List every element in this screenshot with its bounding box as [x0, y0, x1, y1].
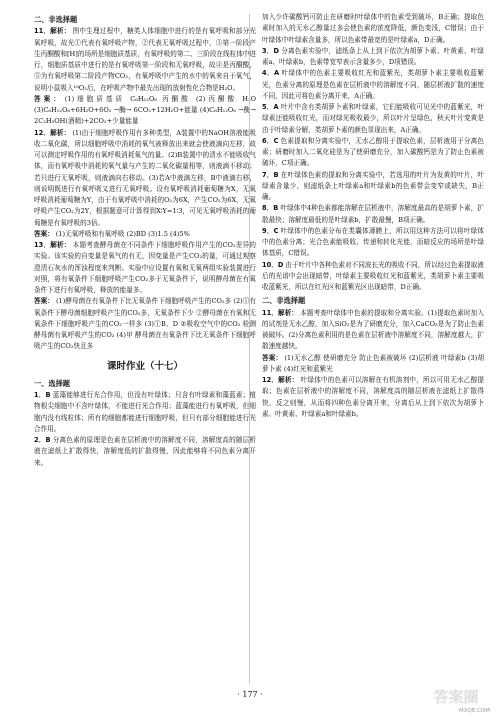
answer-text: (1)无水乙醇 使研磨充分 防止色素被破坏 (2)层析液 叶绿素b (3)胡萝卜素 (4)红光和蓝紫光: [262, 353, 484, 373]
question-text: 本题考查酵母菌在不同条件下细胞呼吸作用产生的CO₂差异的实验。该实验的自变量是氧气的有无，因变量是产生CO₂的量，可通过观察澄清石灰水的浑浊程度来判断。实验中应设置有氧和无氧两组实验装置进行对照，将有氧条件下细胞呼吸产生CO₂多于无氧条件下，说明酵母菌在有氧条件下进行有氧呼吸，释放的能量多。: [34, 241, 256, 294]
answer-label: 答案：: [34, 297, 54, 306]
answer-label: 答案：: [34, 229, 54, 238]
question-11-analysis: [34, 26, 256, 94]
question-text: 叶绿体中的色素分布在类囊体薄膜上，所以用这种方法可以将叶绿体中的色素分离；光合色素能吸收、传递和转化光能，而暗反应的场所是叶绿体基质，C错误。: [262, 226, 484, 258]
right-column: [262, 12, 484, 684]
question-12-analysis-2: [262, 375, 484, 420]
question-label: 3．D: [262, 46, 280, 55]
question-6: [262, 136, 484, 170]
question-text: 分离色素实验中，滤纸条上从上到下依次为胡萝卜素、叶黄素、叶绿素a、叶绿素b，色素带宽窄表示含量多少，D项错误。: [262, 46, 484, 66]
question-text: 由于叶片中各种色素对不同波长光的吸收不同，所以经过色素提取液后的光谱中会出现暗带，叶绿素主要吸收红光和蓝紫光，类胡萝卜素主要吸收蓝紫光，所以在红光区和蓝紫光区出现暗带，D正确。: [262, 260, 484, 291]
question-text: 分离色素的原理是色素在层析液中的溶解度不同，溶解度高的随层析液在滤纸上扩散得快，溶解度低的扩散得慢，因此能够将不同色素分离开来。: [34, 436, 256, 467]
question-8: [262, 203, 484, 226]
question-text: 叶片中含有类胡萝卜素和叶绿素，它们能吸收可见光中的蓝紫光，叶绿素还能吸收红光，而对绿光吸收最少，所以叶片呈绿色，秋天叶片变黄是由于叶绿素分解，类胡萝卜素的颜色显现出来，A正确。: [262, 103, 484, 134]
question-text: 图中生理过程中，糖类人体细胞中进行的是有氧呼吸和部分光氧呼吸，故光①代表有氧呼吸产物，②代表无氧呼吸过程中，③第一阶段产生丙酮酸和[H]的场所是细胞质基质，有氧呼吸的第二、三阶段在线粒体中进行，细胞质基质中进行的是有氧呼吸第一阶段和无氧呼吸，故④是丙酮酸，⑤为有氧呼吸第二阶段产物CO₂，有氧呼吸中产生的水中的氧来自于氧气，说明小鼠吸入¹⁸O₂后，在呼吸产物中最先出现的放射性化合物是H₂O。: [34, 27, 256, 92]
question-1: [34, 390, 256, 435]
question-11-answer: [34, 94, 256, 128]
section-heading-nonselect-2: 二、非选择题: [262, 296, 306, 306]
question-text: 叶绿体中的色素可以溶解在有机溶剂中，所以可用无水乙醇提取；色素在层析液中的溶解度不同，溶解度高的随层析液在滤纸上扩散得快，反之则慢，从而将四种色素分离开来，分离后从上到下依次为胡萝卜素、叶黄素、叶绿素a和叶绿素b。: [262, 376, 484, 418]
question-label: 12．解析：: [262, 376, 299, 384]
answer-label: 答案：: [34, 94, 63, 103]
question-2: [34, 435, 256, 469]
question-13-answer: [34, 296, 256, 352]
answer-text: (1)细胞质基质 C₆H₁₂O₆ 丙酮酸 (2)丙酮酸 H₂O (3)C₆H₁₂O₆+6H₂O+6O₂ →酶→ 6CO₂+12H₂O+能量 (4)C₆H₁₂O₆ →酶→ 2C₂H₅OH(酒精)+2CO₂+少量能量: [34, 94, 256, 126]
question-label: 4．A: [262, 69, 280, 78]
question-label: 10．D: [262, 260, 284, 269]
question-3: [262, 46, 484, 69]
question-7: [262, 170, 484, 204]
question-label: 11．解析：: [262, 308, 299, 317]
question-label: 1．B: [34, 391, 51, 399]
question-label: 11．解析：: [34, 27, 71, 36]
column-divider: [249, 14, 250, 684]
question-13-analysis: [34, 240, 256, 296]
question-2-continued: 加入少许碳酸钙可防止在研磨时叶绿体中的色素受到破坏，B正确；提取色素时加入的无水乙醇量过多会使色素的浓度降低，颜色变浅，C错误；由于叶绿体中叶绿素含量多，所以色素带最宽的是叶绿素a，D正确。: [262, 13, 484, 44]
question-5: [262, 102, 484, 136]
question-label: 13．解析：: [34, 241, 71, 249]
answer-text: (1)酵母菌在有氧条件下比无氧条件下细胞呼吸产生的CO₂多 (2)①有氧条件下酵母菌细胞呼吸产生的CO₂多，无氧条件下少 ②酵母菌在有氧和无氧条件下细胞呼吸产生的CO₂一样多 (3)①B、D ②吸收空气中的CO₂ 检测酵母菌有氧呼吸产生的CO₂ (4)甲 酵母菌在有氧条件下比无氧条件下细胞呼吸产生的CO₂快且多: [34, 297, 256, 351]
section-heading-select: 一、选择题: [34, 378, 70, 388]
question-text: 色素提取和分离实验中，无水乙醇用于提取色素，层析液用于分离色素；研磨时加入二氧化硅是为了使研磨充分，加入碳酸钙是为了防止色素被破坏，C项正确。: [262, 136, 484, 168]
left-column: [34, 12, 256, 684]
question-12-analysis: [34, 128, 256, 229]
question-label: 8．B: [262, 204, 279, 213]
question-10: [262, 260, 484, 294]
question-label: 6．C: [262, 136, 279, 145]
question-text: (1)由于细胞呼吸作用有多种类型，A装置中的NaOH溶液能吸收二氧化碳，所以细胞呼吸中消耗的氧气被释放出来就会使液滴向左移，故可以测定呼吸作用的有氧呼吸消耗氧气的量。(2)B装置中的清水不能吸收气体，而有氧呼吸中消耗的氧气量与产生的二氧化碳量相等，则液滴不移动；若只进行无氧呼吸，则液滴向右移动。(3)若A中液滴左移，B中液滴右移，则说明既进行有氧呼吸又进行无氧呼吸。设有氧呼吸消耗葡萄糖为X，无氧呼吸消耗葡萄糖为Y，由于有氧呼吸中消耗的O₂为6X，产生CO₂为6X，无氧呼吸产生CO₂为2Y，根据题意可计算得到X∶Y=1∶3，可见无氧呼吸消耗的葡萄糖是有氧呼吸的3倍。: [34, 128, 256, 227]
question-label: 12．解析：: [34, 128, 71, 137]
question-text: 在叶绿体色素的提取和分离实验中，若选用的叶片为发黄的叶片，叶绿素含量少，则滤纸条上叶绿素a和叶绿素b的色素带会变窄或缺失，B正确。: [262, 170, 484, 201]
question-text: 叶绿体中4种色素都能溶解在层析液中，溶解度最高的是胡萝卜素，扩散最快；溶解度最低的是叶绿素b，扩散最慢，B项正确。: [262, 204, 484, 224]
question-label: 9．C: [262, 226, 279, 235]
page-number: · 177 ·: [237, 690, 263, 699]
question-12-answer: [34, 229, 256, 240]
watermark-text: 答案圈: [433, 688, 479, 706]
question-label: 2．B: [34, 436, 51, 444]
answer-text: (1)无氧呼吸和有氧呼吸 (2)BD (3)1.5 (4)5%: [55, 229, 190, 238]
question-11-answer-2: [262, 353, 484, 376]
question-text: 本题考查叶绿体中色素的提取和分离实验。(1)提取色素时加入的试剂是无水乙醇，加入SiO₂是为了研磨充分，加入CaCO₃是为了防止色素被破坏。(2)分离色素利用的是色素在层析液中溶解度不同，溶解度越大，扩散速度越快。: [262, 308, 484, 351]
question-11-analysis-2: [262, 308, 484, 353]
question-text: 蓝藻能够进行光合作用，但没有叶绿体；只含有叶绿素和藻蓝素；植物根尖细胞中不含叶绿体，不能进行光合作用；蓝藻能进行有氧呼吸，但细胞内没有线粒体；所有的细胞都能进行细胞呼吸，但只有部分细胞能进行光合作用。: [34, 391, 256, 433]
question-4: [262, 68, 484, 102]
watermark-subtext: MXQE.COM: [459, 708, 490, 714]
question-label: 7．B: [262, 170, 279, 179]
answer-label: 答案：: [262, 353, 283, 362]
question-label: 5．A: [262, 103, 279, 111]
question-text: 叶绿体中的色素主要吸收红光和蓝紫光，类胡萝卜素主要吸收蓝紫光，色素分离的原理是色素在层析液中的溶解度不同，随层析液扩散的速度不同，因此可将色素分离开来，A正确。: [262, 69, 484, 100]
section-heading-nonselect: 二、非选择题: [34, 15, 78, 24]
question-9: [262, 226, 484, 260]
homework-title: 课时作业（十七）: [106, 360, 183, 372]
